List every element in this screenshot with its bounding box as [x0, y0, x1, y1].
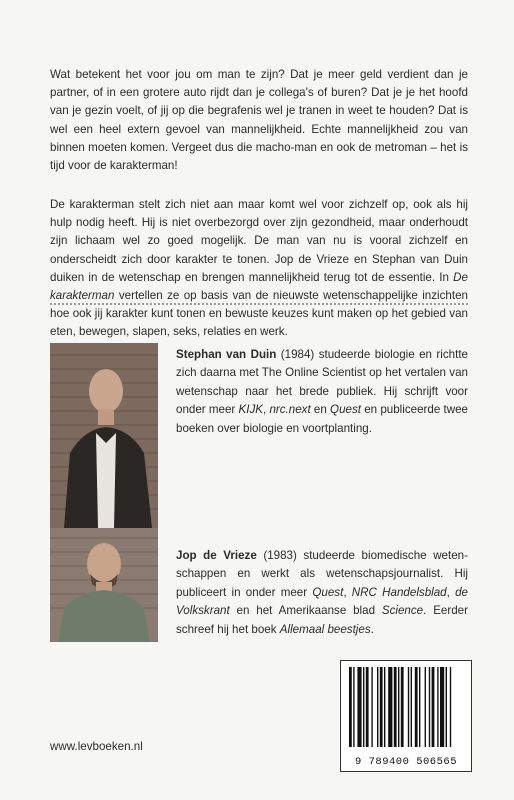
- bio-publication: Quest: [312, 585, 344, 599]
- bio-text: en publiceerde twee boeken over biologie en voortplanting.: [176, 403, 468, 435]
- blurb-text: De karakterman stelt zich niet aan maar komt wel voor zichzelf op, ook als hij hulp nodig heeft. Hij is niet overbezorgd over zijn gezondheid, maar onderhoudt zijn lichaam wel zo goed mogelijk. De man van nu is vooral zichzelf en onderscheidt zich door karakter te tonen. Jop de Vrieze en Stephan van Duin duiken in de wetenschap en brengen mannelijkheid terug tot de essentie. In: [50, 198, 468, 284]
- bio-publication: de Volkskrant: [176, 585, 469, 618]
- bio-text: (1983) studeerde biomedische weten-schappen en werkt als wetenschapsjournalist. Hij publiceert in onder meer: [176, 549, 468, 599]
- author-name: Jop de Vrieze: [176, 549, 257, 562]
- author-photo-stephan: [50, 343, 158, 528]
- isbn-barcode: [340, 660, 472, 772]
- bio-publication: KIJK: [238, 403, 263, 417]
- author-bio-jop: [176, 547, 468, 639]
- bio-publication: nrc.next: [269, 403, 311, 417]
- author-photo-jop: [50, 528, 158, 642]
- bio-book-title: Allemaal beestjes: [279, 622, 371, 636]
- blurb-text: vertellen ze op basis van de nieuwste wetenschappelijke inzichten hoe ook jij karakter kunt tonen en bewuste keuzes kunt maken op het gebied van eten, bewegen, slapen, seks, relaties en werk.: [50, 289, 468, 339]
- bio-publication: Science: [381, 604, 424, 618]
- blurb-paragraph-1: Wat betekent het voor jou om man te zijn? Dat je meer geld verdient dan je partner, of in een grotere auto rijdt dan je collega's of buren? Dat je je het hoofd van je gezin voelt, of jij op die begrafenis wel je tranen in weet te houden? Dat is wel een heel extern gevoel van mannelijkheid. Echte mannelijkheid zou van binnen moeten komen. Vergeet dus die macho-man en ook de metroman – het is tijd voor de karakterman!: [50, 68, 468, 173]
- bio-text: . Eerder schreef hij het boek: [176, 604, 468, 636]
- bio-publication: NRC Handelsblad: [351, 585, 447, 599]
- book-title: De karakterman: [50, 270, 468, 303]
- bio-text: ,: [343, 585, 352, 599]
- bio-text: en: [310, 403, 331, 417]
- blurb-paragraph-2: [50, 196, 468, 342]
- dotted-divider: [50, 303, 468, 305]
- bio-text: .: [370, 622, 374, 636]
- publisher-website[interactable]: www.levboeken.nl: [50, 740, 143, 753]
- bio-publication: Quest: [330, 403, 361, 417]
- bio-text: ,: [446, 585, 456, 599]
- author-bio-stephan: [176, 346, 468, 438]
- author-name: Stephan van Duin: [176, 348, 277, 361]
- bio-text: (1984) studeerde biologie en richtte zich daarna met The Online Scientist op het vertalen van wetenschap naar het brede publiek. Hij schrijft voor onder meer: [176, 348, 468, 417]
- bio-text: en het Amerikaanse blad: [229, 604, 382, 618]
- barcode-bars: [341, 661, 471, 753]
- bio-text: ,: [263, 403, 270, 417]
- isbn-number: 9 789400 506565: [354, 756, 457, 768]
